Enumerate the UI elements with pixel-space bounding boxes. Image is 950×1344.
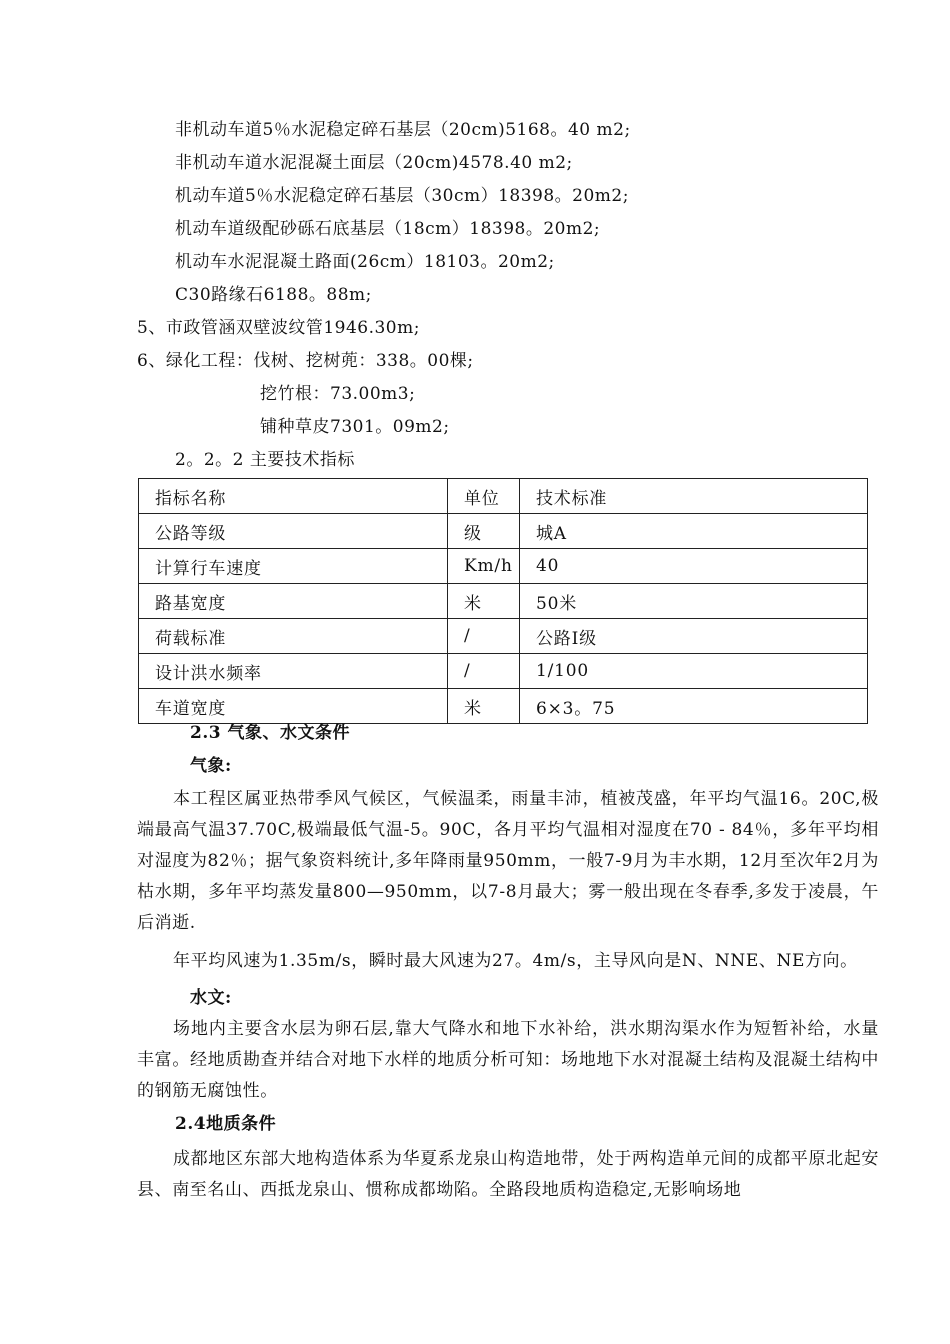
quantity-line-4: 机动车道级配砂砾石底基层（18cm）18398。20m2;: [175, 219, 601, 239]
weather-subheading: 气象:: [190, 756, 232, 776]
table-row: [139, 584, 868, 619]
weather-paragraph: 本工程区属亚热带季风气候区，气候温柔，雨量丰沛，植被茂盛，年平均气温16。20C,极端最高气温37.70C,极端最低气温-5。90C，各月平均气温相对湿度在70 - 84％，多年平均相对湿度为82％；据气象资料统计,多年降雨量950mm，一般7-9月为丰水期，12月至次年2月为枯水期，多年平均蒸发量800—950mm，以7-8月最大；雾一般出现在冬春季,多发于凌晨，午后消逝.: [137, 789, 879, 933]
table-row: [139, 549, 868, 584]
table-header-cell: 技术标准: [520, 479, 868, 514]
quantity-line-9: 挖竹根：73.00m3;: [260, 384, 416, 404]
table-row: [139, 514, 868, 549]
quantity-line-3: 机动车道5％水泥稳定碎石基层（30cm）18398。20m2;: [175, 186, 629, 206]
quantity-line-5: 机动车水泥混凝土路面(26cm）18103。20m2;: [175, 252, 555, 272]
table-row: [139, 689, 868, 724]
table-cell: /: [448, 619, 520, 654]
table-cell: 米: [448, 584, 520, 619]
table-cell: 公路等级: [139, 514, 448, 549]
section-heading-2-2-2: 2。2。2 主要技术指标: [175, 450, 355, 470]
table-cell: 级: [448, 514, 520, 549]
table-cell: /: [448, 654, 520, 689]
section-heading-2-3: 2.3 气象、水文条件: [190, 723, 350, 743]
table-cell: 50米: [520, 584, 868, 619]
table-header-row: [139, 479, 868, 514]
table-cell: 路基宽度: [139, 584, 448, 619]
table-cell: 公路Ⅰ级: [520, 619, 868, 654]
quantity-line-7: 5、市政管涵双壁波纹管1946.30m;: [137, 318, 420, 338]
quantity-line-6: C30路缘石6188。88m;: [175, 285, 372, 305]
geology-paragraph: 成都地区东部大地构造体系为华夏系龙泉山构造地带，处于两构造单元间的成都平原北起安县、南至名山、西抵龙泉山、惯称成都坳陷。全路段地质构造稳定,无影响场地: [137, 1149, 879, 1200]
table-row: [139, 619, 868, 654]
table-cell: 6×3。75: [520, 689, 868, 724]
technical-indicators-table: [138, 478, 868, 724]
table-cell: 1/100: [520, 654, 868, 689]
quantity-line-10: 铺种草皮7301。09m2;: [260, 417, 450, 437]
table-cell: 荷载标准: [139, 619, 448, 654]
table-header-cell: 单位: [448, 479, 520, 514]
quantity-line-8: 6、绿化工程：伐树、挖树蔸：338。00棵;: [137, 351, 474, 371]
hydrology-subheading: 水文:: [190, 988, 232, 1008]
table-header-cell: 指标名称: [139, 479, 448, 514]
hydrology-paragraph: 场地内主要含水层为卵石层,靠大气降水和地下水补给，洪水期沟渠水作为短暂补给，水量丰富。经地质勘查并结合对地下水样的地质分析可知：场地地下水对混凝土结构及混凝土结构中的钢筋无腐蚀性。: [137, 1019, 879, 1101]
table-cell: 城A: [520, 514, 868, 549]
table-row: [139, 654, 868, 689]
table-cell: 设计洪水频率: [139, 654, 448, 689]
table-cell: Km/h: [448, 549, 520, 584]
section-heading-2-4: 2.4地质条件: [175, 1114, 277, 1134]
table-cell: 米: [448, 689, 520, 724]
table-cell: 计算行车速度: [139, 549, 448, 584]
table-cell: 车道宽度: [139, 689, 448, 724]
quantity-line-2: 非机动车道水泥混凝土面层（20cm)4578.40 m2;: [175, 153, 573, 173]
quantity-line-1: 非机动车道5％水泥稳定碎石基层（20cm)5168。40 m2;: [175, 120, 631, 140]
table-cell: 40: [520, 549, 868, 584]
wind-paragraph: 年平均风速为1.35m/s，瞬时最大风速为27。4m/s，主导风向是N、NNE、NE方向。: [173, 951, 858, 971]
